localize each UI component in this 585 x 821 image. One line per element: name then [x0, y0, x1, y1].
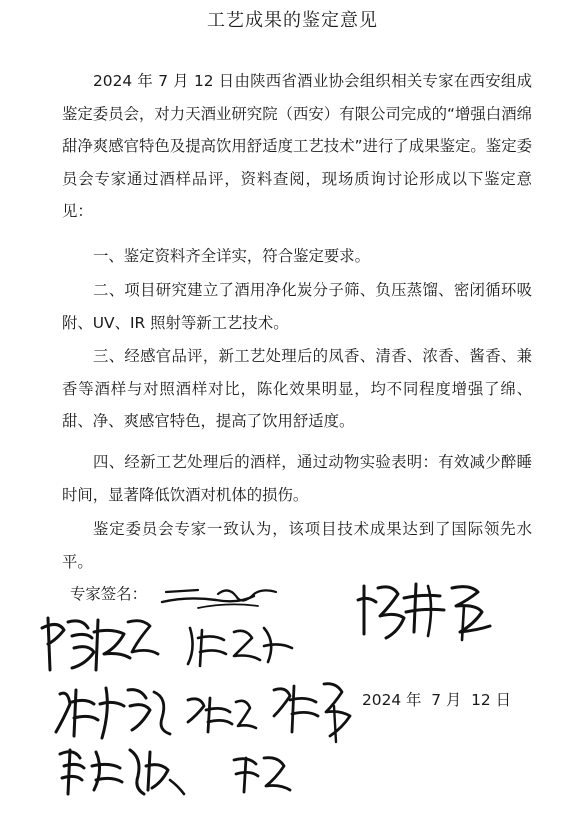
- paragraph-opinion-1: 一、鉴定资料齐全详实，符合鉴定要求。: [93, 247, 371, 265]
- document-date: 2024 年 7 月 12 日: [362, 691, 511, 709]
- paragraph-intro: 2024 年 7 月 12 日由陕西省酒业协会组织相关专家在西安组成鉴定委员会，对力天酒业研究院（西安）有限公司完成的“增强白酒绵甜净爽感官特色及提高饮用舒适度工艺技术”进行了成果鉴定。鉴定委员会专家通过酒样品评，资料查阅，现场质询讨论形成以下鉴定意见：: [62, 72, 532, 220]
- signature-2: [352, 576, 502, 648]
- signature-label: 专家签名：: [70, 585, 147, 603]
- paragraph-opinion-2: 二、项目研究建立了酒用净化炭分子筛、负压蒸馏、密闭循环吸附、UV、IR 照射等新工艺技术。: [62, 281, 532, 332]
- signature-6: [180, 688, 260, 738]
- paragraph-opinion-4: 四、经新工艺处理后的酒样，通过动物实验表明：有效减少醉睡时间，显著降低饮酒对机体的损伤。: [62, 453, 532, 504]
- signature-3: [38, 608, 168, 678]
- signature-9: [226, 748, 296, 798]
- paragraph-opinion-3: 三、经感官品评，新工艺处理后的凤香、清香、浓香、酱香、兼香等酒样与对照酒样对比，陈化效果明显，均不同程度增强了绵、甜、净、爽感官特色，提高了饮用舒适度。: [62, 347, 532, 430]
- signature-4: [180, 618, 300, 674]
- signature-8: [52, 740, 192, 800]
- signature-5: [50, 680, 180, 744]
- signature-1: [158, 582, 288, 616]
- paragraph-conclusion: 鉴定委员会专家一致认为，该项目技术成果达到了国际领先水平。: [62, 520, 532, 571]
- signature-7: [264, 676, 364, 746]
- document-title: 工艺成果的鉴定意见: [207, 10, 378, 31]
